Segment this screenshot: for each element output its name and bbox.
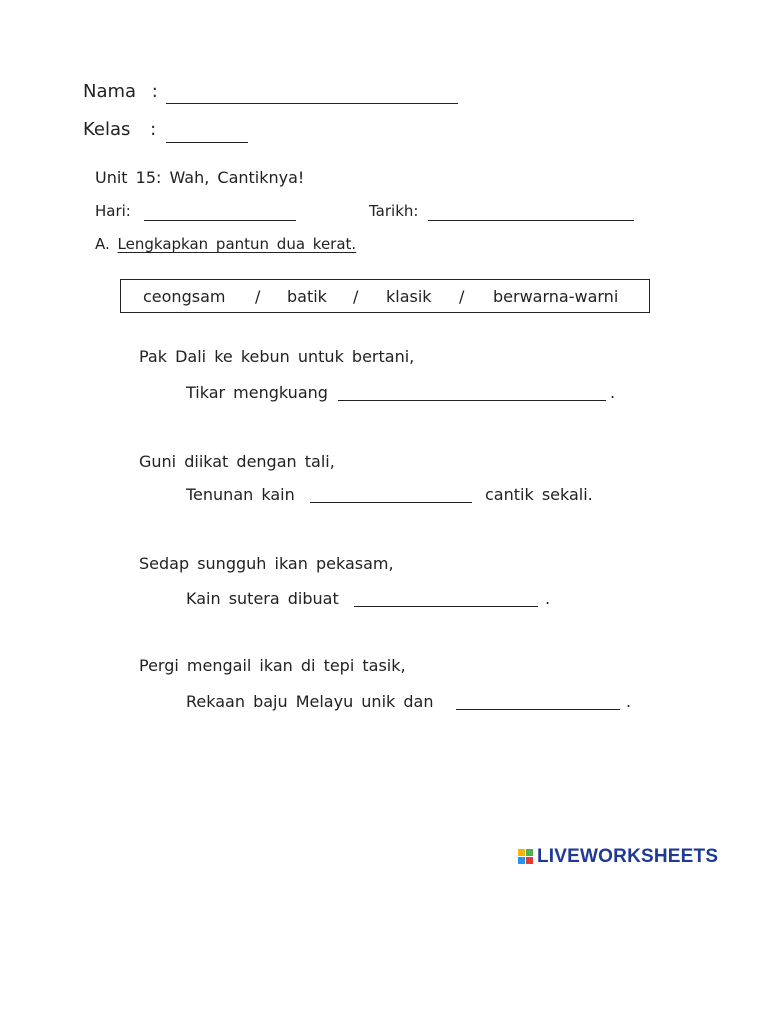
instruction-text: Lengkapkan pantun dua kerat. xyxy=(117,235,357,253)
word-separator: / xyxy=(459,287,465,306)
pantun-1-answer-input[interactable] xyxy=(338,382,606,401)
word-bank xyxy=(120,279,650,313)
pantun-3-end: . xyxy=(545,589,551,608)
pantun-2-answer-input[interactable] xyxy=(310,484,472,503)
word-separator: / xyxy=(353,287,359,306)
kelas-input[interactable] xyxy=(166,124,248,143)
nama-colon: : xyxy=(151,81,158,102)
pantun-2-line2: Tenunan kain xyxy=(186,485,295,504)
pantun-3-line1: Sedap sungguh ikan pekasam, xyxy=(139,554,394,573)
section-a-instruction xyxy=(95,235,356,253)
word-klasik: klasik xyxy=(386,287,432,306)
kelas-label: Kelas : xyxy=(83,119,157,140)
section-letter: A. xyxy=(95,235,110,253)
word-batik: batik xyxy=(287,287,327,306)
pantun-4-answer-input[interactable] xyxy=(456,691,620,710)
liveworksheets-logo xyxy=(518,846,718,868)
pantun-1-line1: Pak Dali ke kebun untuk bertani, xyxy=(139,347,415,366)
pantun-3-line2: Kain sutera dibuat xyxy=(186,589,339,608)
pantun-3-answer-input[interactable] xyxy=(354,588,538,607)
word-berwarna-warni: berwarna-warni xyxy=(493,287,619,306)
pantun-2-line1: Guni diikat dengan tali, xyxy=(139,452,335,471)
unit-title: Unit 15: Wah, Cantiknya! xyxy=(95,168,305,187)
tarikh-label: Tarikh: xyxy=(369,202,419,220)
word-ceongsam: ceongsam xyxy=(143,287,226,306)
liveworksheets-logo-icon xyxy=(518,849,534,865)
pantun-4-line2: Rekaan baju Melayu unik dan xyxy=(186,692,434,711)
nama-label: Nama : xyxy=(83,81,158,102)
pantun-1-end: . xyxy=(610,383,616,402)
kelas-colon: : xyxy=(150,119,157,140)
pantun-4-line1: Pergi mengail ikan di tepi tasik, xyxy=(139,656,406,675)
hari-input[interactable] xyxy=(144,202,296,221)
nama-input[interactable] xyxy=(166,85,458,104)
word-separator: / xyxy=(255,287,261,306)
tarikh-input[interactable] xyxy=(428,202,634,221)
pantun-4-end: . xyxy=(626,692,632,711)
pantun-1-line2: Tikar mengkuang xyxy=(186,383,328,402)
logo-text: LIVEWORKSHEETS xyxy=(537,846,719,867)
pantun-2-end: cantik sekali. xyxy=(485,485,593,504)
hari-label: Hari: xyxy=(95,202,131,220)
